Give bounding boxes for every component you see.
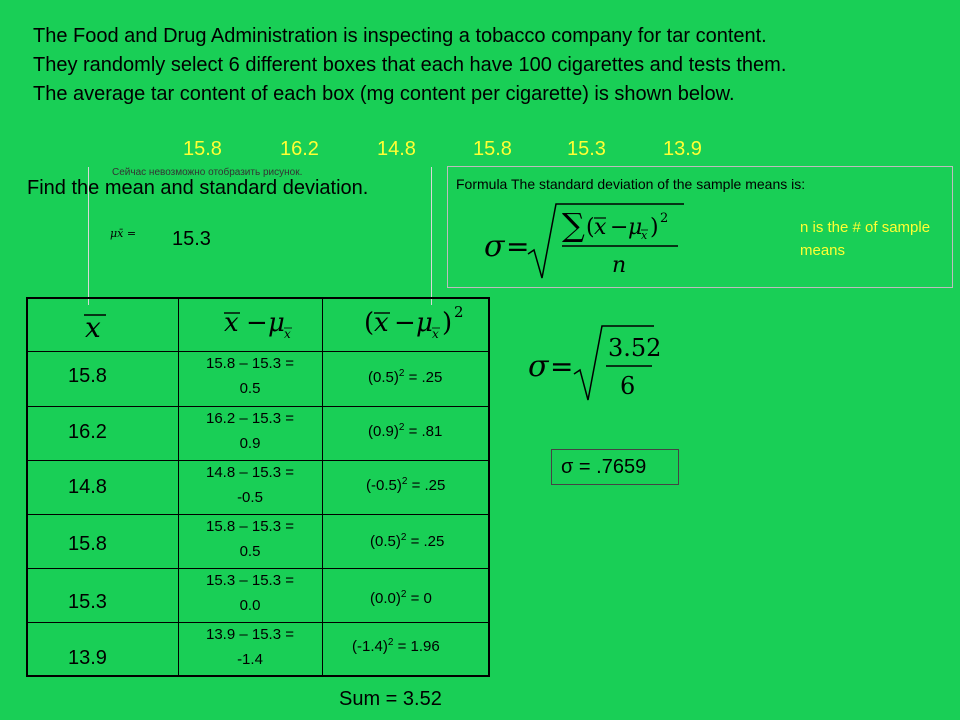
svg-text:σ: σ [528, 349, 549, 384]
squared-cell: $(0.9)^2 = .81$ [368, 422, 443, 440]
sigma-result: σ = .7659 [551, 449, 679, 485]
sample-value: 14.8 [377, 138, 416, 160]
problem-statement [33, 22, 786, 109]
x-value: 13.9 [68, 647, 107, 669]
deviation-cell: 14.8 – 15.3 = -0.5 [206, 464, 294, 506]
svg-text:): ) [442, 308, 453, 338]
x-value: 15.8 [68, 365, 107, 387]
x-value: 15.3 [68, 591, 107, 613]
svg-text:=: = [550, 350, 574, 383]
deviation-cell: 16.2 – 15.3 = 0.9 [206, 410, 294, 452]
std-dev-formula [480, 198, 690, 284]
sample-value: 15.8 [473, 138, 512, 160]
svg-text:x: x [224, 308, 239, 338]
squared-cell: $(0.0)^2 = 0$ [370, 589, 432, 607]
problem-line-3: The average tar content of each box (mg content per cigarette) is shown below. [33, 83, 735, 105]
sample-value: 16.2 [280, 138, 319, 160]
sample-value: 13.9 [663, 138, 702, 160]
mean-value: 15.3 [172, 228, 211, 250]
x-value: 14.8 [68, 476, 107, 498]
image-placeholder-text: Сейчас невозможно отобразить рисунок. [112, 167, 303, 178]
header-xbar [80, 309, 120, 345]
header-squared [362, 301, 490, 345]
problem-line-2: They randomly select 6 different boxes that each have 100 cigarettes and tests them. [33, 54, 787, 76]
svg-text:σ: σ [484, 229, 505, 264]
header-deviation [222, 303, 306, 343]
svg-text:x: x [594, 215, 607, 240]
sum-label: Sum = 3.52 [339, 688, 442, 710]
sigma-calculation [526, 322, 666, 406]
x-value: 16.2 [68, 421, 107, 443]
squared-cell: $(0.5)^2 = .25$ [368, 368, 443, 386]
svg-text:μ: μ [416, 308, 433, 338]
formula-note: n is the # of sample means [800, 219, 931, 259]
svg-text:x: x [432, 327, 439, 341]
deviation-cell: 13.9 – 15.3 = -1.4 [206, 626, 294, 668]
svg-text:x: x [374, 308, 389, 338]
svg-text:∑: ∑ [562, 206, 585, 244]
svg-text:): ) [650, 215, 659, 240]
problem-line-1: The Food and Drug Administration is inspecting a tobacco company for tar content. [33, 25, 767, 47]
svg-text:x: x [641, 229, 648, 242]
svg-text:x: x [284, 327, 291, 341]
squared-cell: $(-1.4)^2 = 1.96$ [352, 637, 440, 655]
svg-text:−: − [610, 215, 629, 240]
mean-label: μx̄ = [110, 227, 137, 240]
svg-text:−: − [246, 308, 268, 338]
deviation-cell: 15.8 – 15.3 = 0.5 [206, 355, 294, 397]
deviation-cell: 15.3 – 15.3 = 0.0 [206, 572, 294, 614]
svg-text:μ: μ [268, 308, 285, 338]
svg-text:2: 2 [660, 211, 669, 226]
svg-text:n: n [612, 253, 627, 278]
task-instruction: Find the mean and standard deviation. [27, 177, 369, 199]
formula-caption: Formula The standard deviation of the sample means is: [456, 176, 806, 192]
deviation-cell: 15.8 – 15.3 = 0.5 [206, 518, 294, 560]
svg-text:μ: μ [628, 215, 643, 240]
svg-text:(: ( [364, 308, 375, 338]
svg-text:x: x [85, 311, 101, 344]
x-value: 15.8 [68, 533, 107, 555]
squared-cell: $(0.5)^2 = .25$ [370, 532, 445, 550]
svg-text:−: − [394, 308, 416, 338]
squared-cell: $(-0.5)^2 = .25$ [366, 476, 446, 494]
svg-text:(: ( [586, 215, 595, 240]
svg-text:2: 2 [454, 303, 464, 321]
sample-value: 15.3 [567, 138, 606, 160]
sigma-numerator: 3.52 [608, 334, 662, 362]
sample-value: 15.8 [183, 138, 222, 160]
deviation-table [26, 297, 490, 677]
sigma-denominator: 6 [620, 372, 636, 400]
svg-text:=: = [506, 230, 530, 263]
